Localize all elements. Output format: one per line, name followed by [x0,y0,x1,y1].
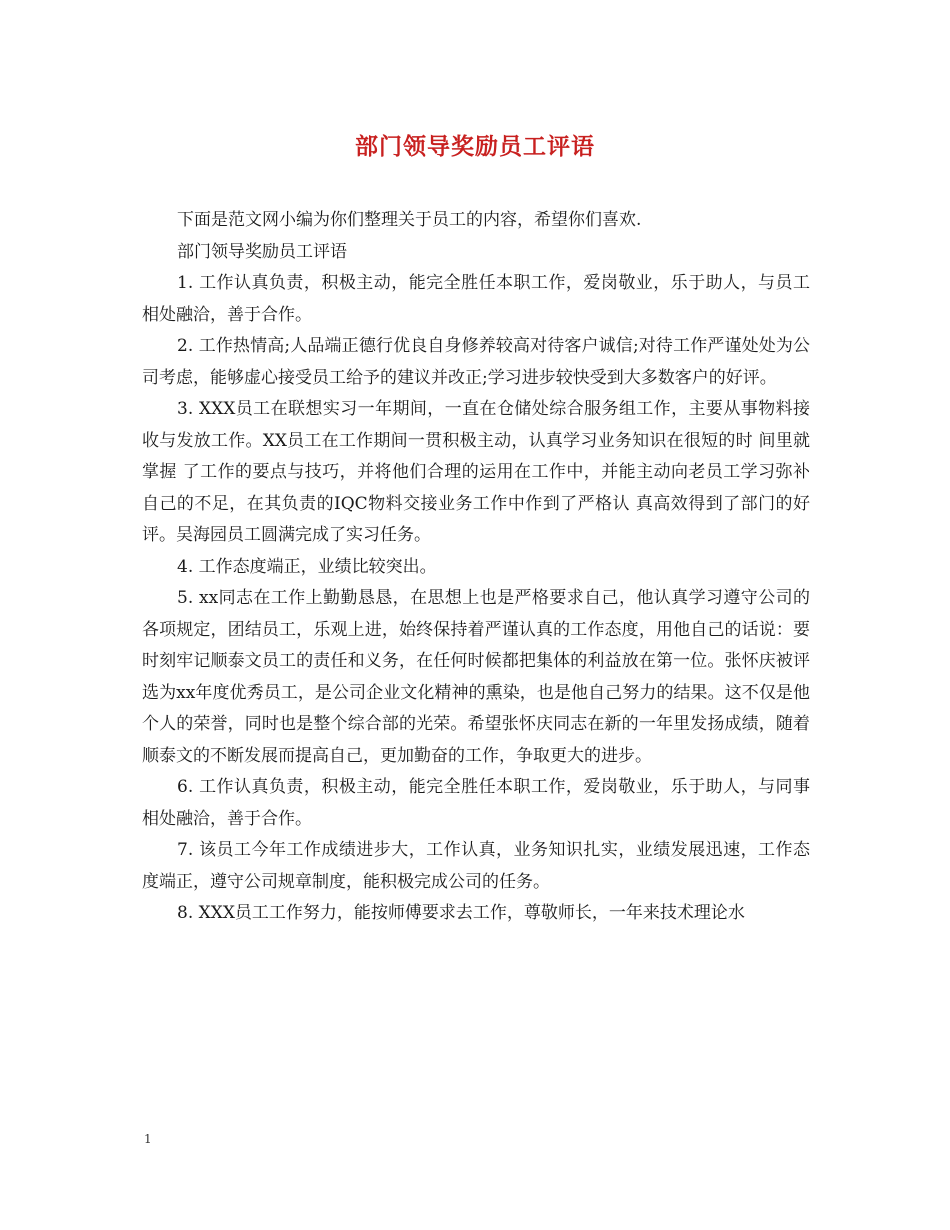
comment-item-5: 5. xx同志在工作上勤勤恳恳，在思想上也是严格要求自己，他认真学习遵守公司的各项规定，团结员工，乐观上进，始终保持着严谨认真的工作态度，用他自己的话说：要时刻牢记顺泰文员工的责任和义务，在任何时候都把集体的利益放在第一位。张怀庆被评选为xx年度优秀员工，是公司企业文化精神的熏染，也是他自己努力的结果。这不仅是他个人的荣誉，同时也是整个综合部的光荣。希望张怀庆同志在新的一年里发扬成绩，随着顺泰文的不断发展而提高自己，更加勤奋的工作，争取更大的进步。 [142,588,810,766]
comment-item-3: 3. XXX员工在联想实习一年期间，一直在仓储处综合服务组工作，主要从事物料接收与发放工作。XX员工在工作期间一贯积极主动，认真学习业务知识在很短的时 间里就掌握 了工作的要点与技巧，并将他们合理的运用在工作中，并能主动向老员工学习弥补自己的不足，在其负责的IQC物料交接业务工作中作到了严格认 真高效得到了部门的好评。吴海园员工圆满完成了实习任务。 [142,399,810,545]
comment-item-1: 1. 工作认真负责，积极主动，能完全胜任本职工作，爱岗敬业，乐于助人，与员工相处融洽，善于合作。 [142,273,810,325]
comment-item-7: 7. 该员工今年工作成绩进步大，工作认真，业务知识扎实，业绩发展迅速，工作态度端正，遵守公司规章制度，能积极完成公司的任务。 [142,840,810,892]
comment-item-4: 4. 工作态度端正，业绩比较突出。 [177,556,437,577]
page-number: 1 [144,1132,152,1146]
section-heading: 部门领导奖励员工评语 [177,241,347,262]
comment-item-2: 2. 工作热情高;人品端正德行优良自身修养较高对待客户诚信;对待工作严谨处处为公司考虑，能够虚心接受员工给予的建议并改正;学习进步较快受到大多数客户的好评。 [142,336,810,388]
document-title: 部门领导奖励员工评语 [355,133,595,160]
comment-item-6: 6. 工作认真负责，积极主动，能完全胜任本职工作，爱岗敬业，乐于助人，与同事相处融洽，善于合作。 [142,777,810,829]
intro-paragraph: 下面是范文网小编为你们整理关于员工的内容，希望你们喜欢. [177,210,642,230]
document-body [142,205,810,930]
comment-item-8: 8. XXX员工工作努力，能按师傅要求去工作，尊敬师长，一年来技术理论水 [177,903,745,923]
